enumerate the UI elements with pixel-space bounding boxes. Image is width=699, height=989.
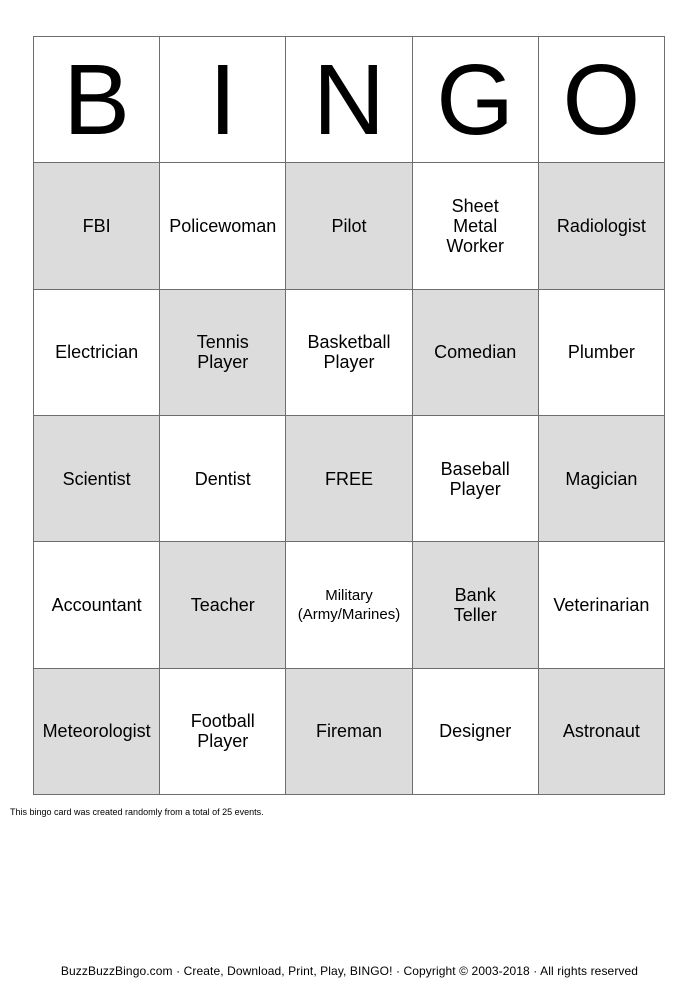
free-space-cell [286, 416, 412, 542]
bingo-cell [34, 290, 160, 416]
cell-label: FBI [82, 215, 111, 236]
bingo-cell [286, 163, 412, 289]
cell-label: Plumber [567, 342, 635, 363]
footer-copyright: BuzzBuzzBingo.com · Create, Download, Print, Play, BINGO! · Copyright © 2003-2018 · All rights reserved [60, 964, 639, 978]
header-letter-b: B [34, 37, 160, 163]
bingo-cell [286, 290, 412, 416]
bingo-cell [34, 669, 160, 795]
header-letter-n: N [286, 37, 412, 163]
cell-label: Football Player [190, 711, 255, 752]
bingo-cell [160, 542, 286, 668]
bingo-cell [34, 163, 160, 289]
bingo-cell [539, 290, 665, 416]
header-letter-o: O [539, 37, 665, 163]
bingo-cell [160, 290, 286, 416]
cell-label: Radiologist [556, 215, 646, 236]
bingo-cell [160, 416, 286, 542]
cell-label: Teacher [190, 594, 255, 615]
cell-label: Astronaut [562, 721, 640, 742]
bingo-cell [286, 542, 412, 668]
bingo-cell [34, 542, 160, 668]
cell-label: Military (Army/Marines) [297, 586, 401, 623]
bingo-cell [160, 669, 286, 795]
cell-label: Meteorologist [42, 721, 151, 742]
bingo-cell [539, 416, 665, 542]
cell-label: FREE [324, 468, 373, 489]
cell-label: Comedian [434, 342, 517, 363]
cell-label: Accountant [51, 594, 142, 615]
header-letter-g: G [413, 37, 539, 163]
cell-label: Basketball Player [307, 332, 391, 373]
bingo-cell [539, 542, 665, 668]
cell-label: Designer [439, 721, 512, 742]
cell-label: Dentist [194, 468, 251, 489]
bingo-cell [413, 290, 539, 416]
bingo-cell [413, 163, 539, 289]
cell-label: Fireman [315, 721, 382, 742]
header-letter-i: I [160, 37, 286, 163]
cell-label: Veterinarian [553, 594, 650, 615]
generation-note: This bingo card was created randomly from a total of 25 events. [10, 807, 264, 817]
bingo-cell [413, 416, 539, 542]
bingo-cell [413, 542, 539, 668]
cell-label: Baseball Player [440, 458, 510, 499]
bingo-cell [286, 669, 412, 795]
cell-label: Policewoman [169, 215, 277, 236]
cell-label: Scientist [62, 468, 131, 489]
bingo-cell [413, 669, 539, 795]
cell-label: Bank Teller [453, 584, 497, 625]
cell-label: Magician [565, 468, 638, 489]
bingo-cell [539, 163, 665, 289]
cell-label: Sheet Metal Worker [446, 195, 505, 256]
bingo-cell [160, 163, 286, 289]
cell-label: Tennis Player [196, 332, 249, 373]
bingo-card [33, 36, 665, 795]
bingo-cell [34, 416, 160, 542]
bingo-cell [539, 669, 665, 795]
cell-label: Electrician [55, 342, 139, 363]
cell-label: Pilot [331, 215, 367, 236]
